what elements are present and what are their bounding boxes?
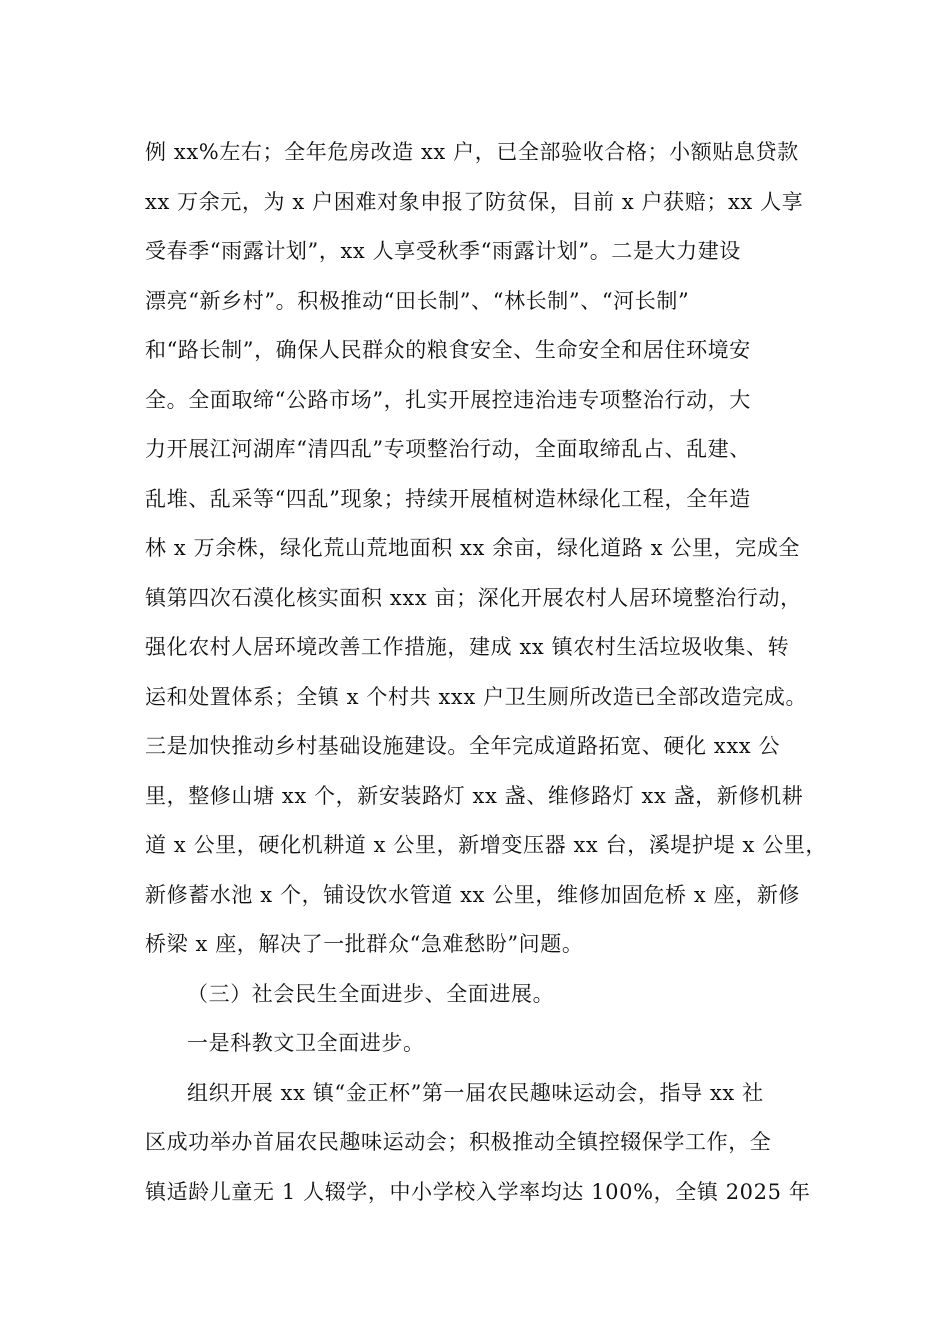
body-line-8: 乱堆、乱采等“四乱”现象；持续开展植树造林绿化工程，全年造 [145,486,751,511]
body-line-4: 漂亮“新乡村”。积极推动“田长制”、“林长制”、“河长制” [145,288,690,313]
body-line-15: 道 x 公里，硬化机耕道 x 公里，新增变压器 xx 台，溪堤护堤 x 公里， [145,833,828,857]
body-line-16: 新修蓄水池 x 个，铺设饮水管道 xx 公里，维修加固危桥 x 座，新修 [145,882,801,907]
body-line-12: 运和处置体系；全镇 x 个村共 xxx 户卫生厕所改造已全部改造完成。 [145,684,808,709]
body-line-6: 全。全面取缔“公路市场”，扎实开展控违治违专项整治行动，大 [145,387,751,412]
body-line-20: 组织开展 xx 镇“金正杯”第一届农民趣味运动会，指导 xx 社 [187,1080,764,1105]
body-line-2: xx 万余元，为 x 户困难对象申报了防贫保，目前 x 户获赔；xx 人享 [145,189,804,214]
body-line-10: 镇第四次石漠化核实面积 xxx 亩；深化开展农村人居环境整治行动， [145,585,802,610]
body-line-17: 桥梁 x 座，解决了一批群众“急难愁盼”问题。 [145,932,584,956]
body-line-14: 里，整修山塘 xx 个，新安装路灯 xx 盏、维修路灯 xx 盏，新修机耕 [145,783,804,808]
body-line-7: 力开展江河湖库“清四乱”专项整治行动，全面取缔乱占、乱建、 [145,437,751,461]
body-line-1: 例 xx%左右；全年危房改造 xx 户，已全部验收合格；小额贴息贷款 [145,140,799,164]
body-line-21: 区成功举办首届农民趣味运动会；积极推动全镇控辍保学工作，全 [145,1130,772,1154]
section-heading: （三）社会民生全面进步、全面进展。 [187,981,555,1006]
subsection-heading: 一是科教文卫全面进步。 [187,1031,425,1055]
document-body [145,128,828,1217]
body-line-9: 林 x 万余株，绿化荒山荒地面积 xx 余亩，绿化道路 x 公里，完成全 [145,536,801,560]
body-line-13: 三是加快推动乡村基础设施建设。全年完成道路拓宽、硬化 xxx 公 [145,734,781,758]
body-line-5: 和“路长制”，确保人民群众的粮食安全、生命安全和居住环境安 [145,338,751,362]
body-line-3: 受春季“雨露计划”，xx 人享受秋季“雨露计划”。二是大力建设 [145,239,741,263]
body-line-22: 镇适龄儿童无 1 人辍学，中小学校入学率均达 100%，全镇 2025 年 [145,1179,811,1204]
body-line-11: 强化农村人居环境改善工作措施，建成 xx 镇农村生活垃圾收集、转 [145,635,790,659]
